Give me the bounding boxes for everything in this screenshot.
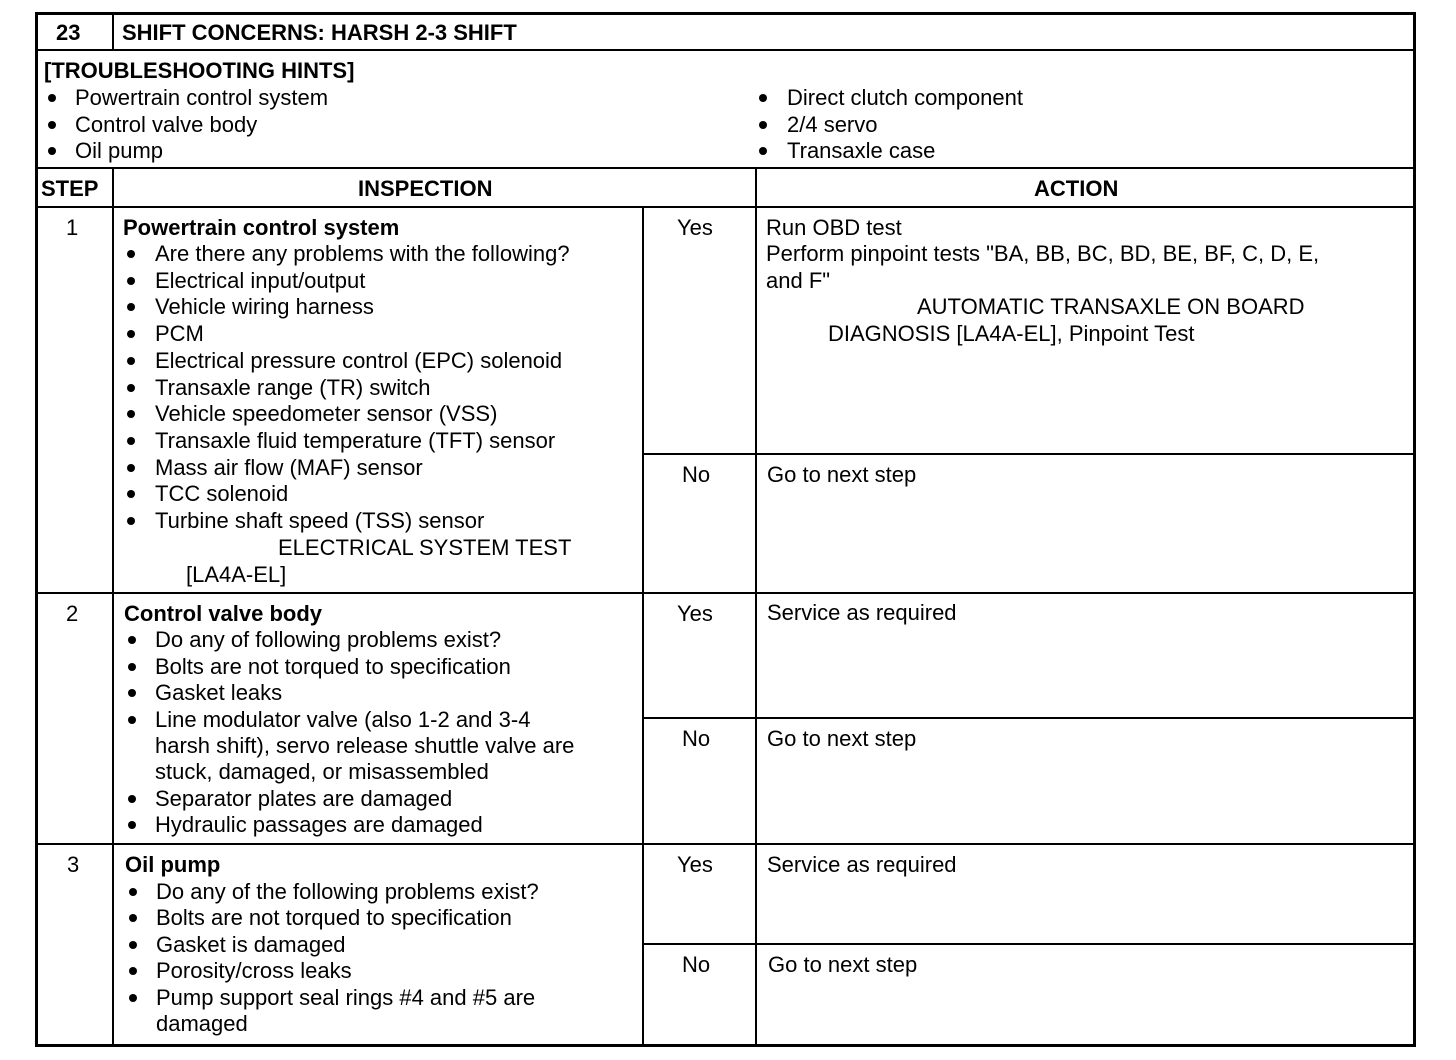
bullet-icon: [128, 636, 136, 644]
inspection-item: Are there any problems with the following?: [155, 241, 570, 266]
inspection-item: Bolts are not torqued to specification: [155, 654, 511, 679]
reference-link: [LA4A-EL]: [186, 562, 287, 587]
bullet-icon: [128, 689, 136, 697]
column-header-step: STEP: [41, 176, 99, 201]
step-number: 3: [67, 852, 80, 877]
inspection-item: Electrical input/output: [155, 268, 366, 293]
inspection-item: Line modulator valve (also 1-2 and 3-4: [155, 707, 531, 732]
bullet-icon: [759, 121, 767, 129]
hint-item: Direct clutch component: [787, 85, 1023, 110]
reference-link: ELECTRICAL SYSTEM TEST: [278, 535, 572, 560]
inspection-item: Bolts are not torqued to specification: [156, 905, 512, 930]
action-text: Go to next step: [767, 726, 917, 751]
divider: [112, 12, 114, 50]
hint-item: Control valve body: [75, 112, 258, 137]
inspection-item: Gasket leaks: [155, 680, 283, 705]
step-title: Control valve body: [124, 601, 323, 626]
inspection-item: PCM: [155, 321, 204, 346]
bullet-icon: [127, 384, 135, 392]
inspection-item: Porosity/cross leaks: [156, 958, 352, 983]
divider: [642, 206, 644, 1047]
inspection-item: Electrical pressure control (EPC) solenoid: [155, 348, 563, 373]
yes-label: Yes: [677, 215, 713, 240]
bullet-icon: [129, 941, 137, 949]
column-header-inspection: INSPECTION: [358, 176, 493, 201]
inspection-item: harsh shift), servo release shuttle valve are: [155, 733, 575, 758]
step-number: 2: [66, 601, 79, 626]
bullet-icon: [129, 994, 137, 1002]
bullet-icon: [129, 967, 137, 975]
action-text: Service as required: [767, 852, 957, 877]
inspection-item: TCC solenoid: [155, 481, 289, 506]
inspection-item: Vehicle speedometer sensor (VSS): [155, 401, 498, 426]
hint-item: 2/4 servo: [787, 112, 878, 137]
inspection-item: Pump support seal rings #4 and #5 are: [156, 985, 536, 1010]
inspection-item: Do any of the following problems exist?: [156, 879, 539, 904]
inspection-item: Transaxle fluid temperature (TFT) sensor: [155, 428, 556, 453]
bullet-icon: [127, 410, 135, 418]
divider: [643, 717, 1416, 719]
inspection-item: Gasket is damaged: [156, 932, 346, 957]
bullet-icon: [128, 716, 136, 724]
bullet-icon: [129, 888, 137, 896]
inspection-item: Hydraulic passages are damaged: [155, 812, 483, 837]
inspection-item: Do any of following problems exist?: [155, 627, 502, 652]
action-text: Service as required: [767, 600, 957, 625]
divider: [35, 592, 1416, 594]
divider: [35, 49, 1416, 51]
action-reference: AUTOMATIC TRANSAXLE ON BOARD: [917, 294, 1305, 319]
bullet-icon: [127, 250, 135, 258]
bullet-icon: [127, 517, 135, 525]
bullet-icon: [127, 437, 135, 445]
inspection-item: Vehicle wiring harness: [155, 294, 374, 319]
inspection-item: Turbine shaft speed (TSS) sensor: [155, 508, 485, 533]
divider: [35, 843, 1416, 845]
divider: [35, 167, 1416, 169]
divider: [35, 206, 1416, 208]
divider: [755, 167, 757, 1047]
bullet-icon: [128, 663, 136, 671]
hint-item: Oil pump: [75, 138, 164, 163]
no-label: No: [682, 952, 711, 977]
bullet-icon: [128, 821, 136, 829]
action-text: and F": [766, 268, 831, 293]
no-label: No: [682, 462, 711, 487]
step-title: Powertrain control system: [123, 215, 400, 240]
hint-item: Transaxle case: [787, 138, 936, 163]
hint-item: Powertrain control system: [75, 85, 329, 110]
divider: [643, 453, 1416, 455]
no-label: No: [682, 726, 711, 751]
bullet-icon: [48, 94, 56, 102]
inspection-item: Mass air flow (MAF) sensor: [155, 455, 423, 480]
bullet-icon: [759, 94, 767, 102]
divider: [643, 943, 1416, 945]
bullet-icon: [48, 121, 56, 129]
yes-label: Yes: [677, 601, 713, 626]
inspection-item: stuck, damaged, or misassembled: [155, 759, 489, 784]
action-text: Go to next step: [768, 952, 918, 977]
section-number: 23: [56, 20, 81, 45]
bullet-icon: [128, 795, 136, 803]
action-text: Go to next step: [767, 462, 917, 487]
bullet-icon: [127, 303, 135, 311]
section-title: SHIFT CONCERNS: HARSH 2-3 SHIFT: [122, 20, 517, 45]
action-reference: DIAGNOSIS [LA4A-EL], Pinpoint Test: [828, 321, 1195, 346]
inspection-item: Transaxle range (TR) switch: [155, 375, 431, 400]
hints-title: [TROUBLESHOOTING HINTS]: [44, 58, 355, 83]
inspection-item: damaged: [156, 1011, 248, 1036]
step-title: Oil pump: [125, 852, 221, 877]
action-text: Run OBD test: [766, 215, 902, 240]
bullet-icon: [127, 330, 135, 338]
inspection-item: Separator plates are damaged: [155, 786, 453, 811]
column-header-action: ACTION: [1034, 176, 1119, 201]
bullet-icon: [127, 357, 135, 365]
bullet-icon: [127, 490, 135, 498]
bullet-icon: [127, 464, 135, 472]
divider: [112, 167, 114, 1047]
action-text: Perform pinpoint tests "BA, BB, BC, BD, BE, BF, C, D, E,: [766, 241, 1320, 266]
step-number: 1: [66, 215, 79, 240]
bullet-icon: [127, 277, 135, 285]
bullet-icon: [759, 147, 767, 155]
bullet-icon: [129, 914, 137, 922]
yes-label: Yes: [677, 852, 713, 877]
bullet-icon: [48, 147, 56, 155]
